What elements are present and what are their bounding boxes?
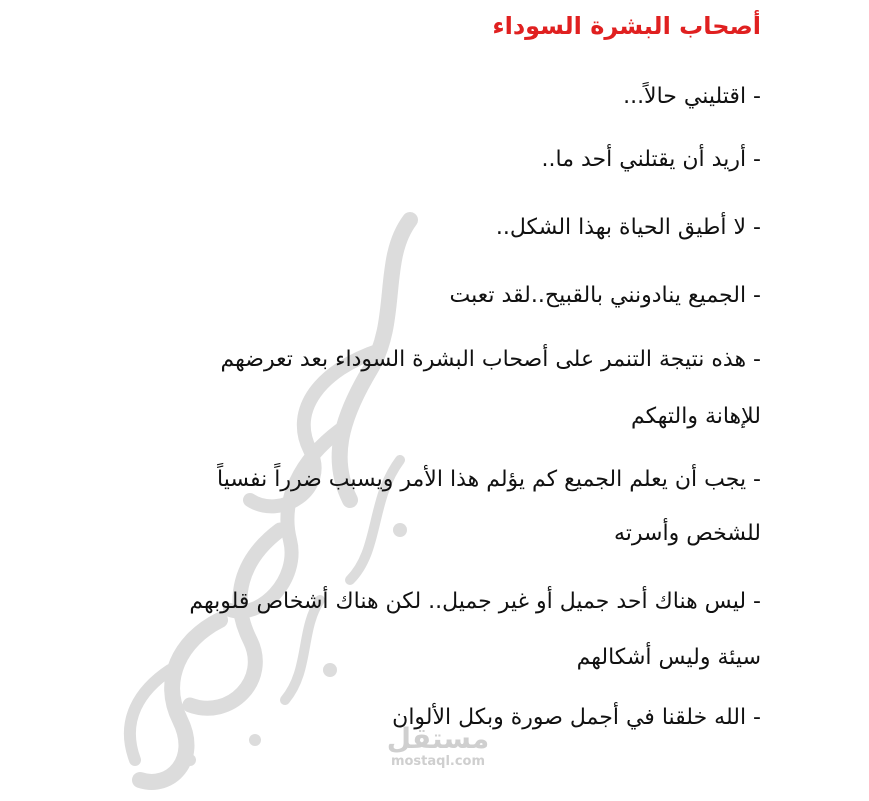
mostaql-watermark-logo bbox=[383, 724, 493, 770]
text-line: - الله خلقنا في أجمل صورة وبكل الألوان bbox=[392, 705, 761, 730]
text-line: - يجب أن يعلم الجميع كم يؤلم هذا الأمر ويسبب ضرراً نفسياً bbox=[217, 467, 761, 492]
site-name-ar: مستقل bbox=[386, 722, 490, 755]
text-line: - هذه نتيجة التنمر على أصحاب البشرة السوداء بعد تعرضهم bbox=[220, 347, 761, 372]
text-line: - الجميع ينادونني بالقبيح..لقد تعبت bbox=[449, 283, 761, 308]
text-line: للإهانة والتهكم bbox=[630, 404, 761, 429]
site-domain: mostaql.com bbox=[390, 754, 486, 769]
text-line: - ليس هناك أحد جميل أو غير جميل.. لكن هناك أشخاص قلوبهم bbox=[189, 589, 761, 614]
text-line: للشخص وأسرته bbox=[614, 521, 761, 546]
text-line: سيئة وليس أشكالهم bbox=[576, 645, 761, 670]
text-line: - لا أطيق الحياة بهذا الشكل.. bbox=[495, 215, 761, 240]
text-line: - اقتليني حالاً... bbox=[623, 84, 761, 109]
text-line: - أريد أن يقتلني أحد ما.. bbox=[541, 147, 761, 172]
document-title: أصحاب البشرة السوداء bbox=[492, 12, 761, 40]
